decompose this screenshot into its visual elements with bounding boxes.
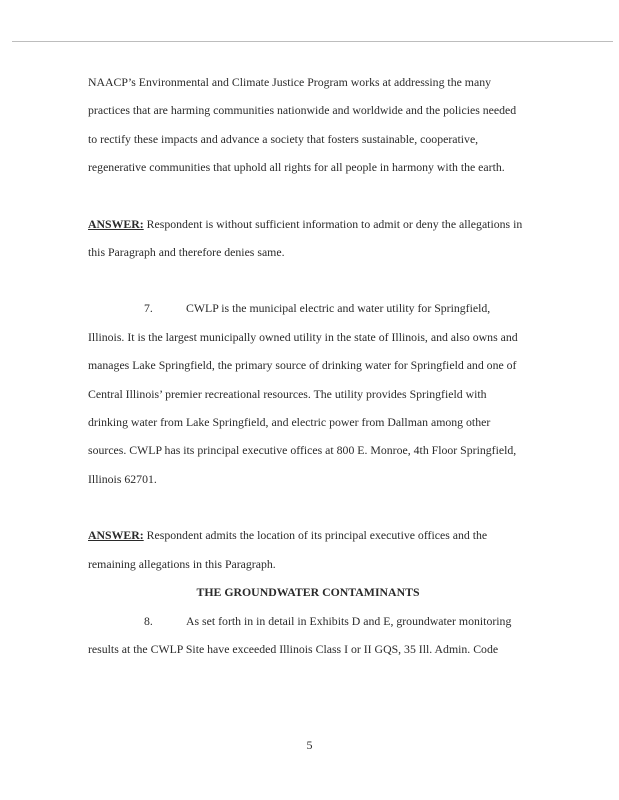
answer-1-label: ANSWER: (88, 216, 144, 231)
page-number: 5 (306, 738, 313, 752)
header-rule (12, 41, 613, 42)
answer-1 (88, 210, 528, 267)
intro-paragraph: NAACP’s Environmental and Climate Justice Program works at addressing the many practices that are harming communities nationwide and worldwide and the policies needed to rectify these impacts and advance a society that fosters sustainable, cooperative, regenerative communities that uphold all rights for all people in harmony with the earth. (88, 75, 517, 175)
answer-2-text: Respondent admits the location of its principal executive offices and the remaining allegations in this Paragraph. (88, 528, 488, 571)
answer-1-text: Respondent is without sufficient information to admit or deny the allegations in this Paragraph and therefore denies same. (88, 216, 523, 260)
section-heading: THE GROUNDWATER CONTAMINANTS (196, 585, 420, 600)
paragraph-8-number: 8. (144, 613, 153, 628)
paragraph-8 (88, 607, 528, 664)
paragraph-7-number: 7. (144, 301, 153, 316)
paragraph-7-text: CWLP is the municipal electric and water utility for Springfield, Illinois. It is the largest municipally owned utility in the state of Illinois, and also owns and manages Lake Springfield, the primary source of drinking water for Springfield and one of Central Illinois’ premier recreational resources. The utility provides Springfield with drinking water from Lake Springfield, and electric power from Dallman among other sources. CWLP has its principal executive offices at 800 E. Monroe, 4th Floor Springfield, Illinois 62701. (88, 301, 518, 486)
answer-2 (88, 521, 528, 578)
answer-2-label: ANSWER: (88, 528, 144, 543)
document-body (88, 68, 528, 663)
paragraph-7 (88, 294, 528, 493)
paragraph-8-text: As set forth in in detail in Exhibits D and E, groundwater monitoring results at the CWLP Site have exceeded Illinois Class I or II GQS, 35 Ill. Admin. Code (88, 613, 512, 656)
